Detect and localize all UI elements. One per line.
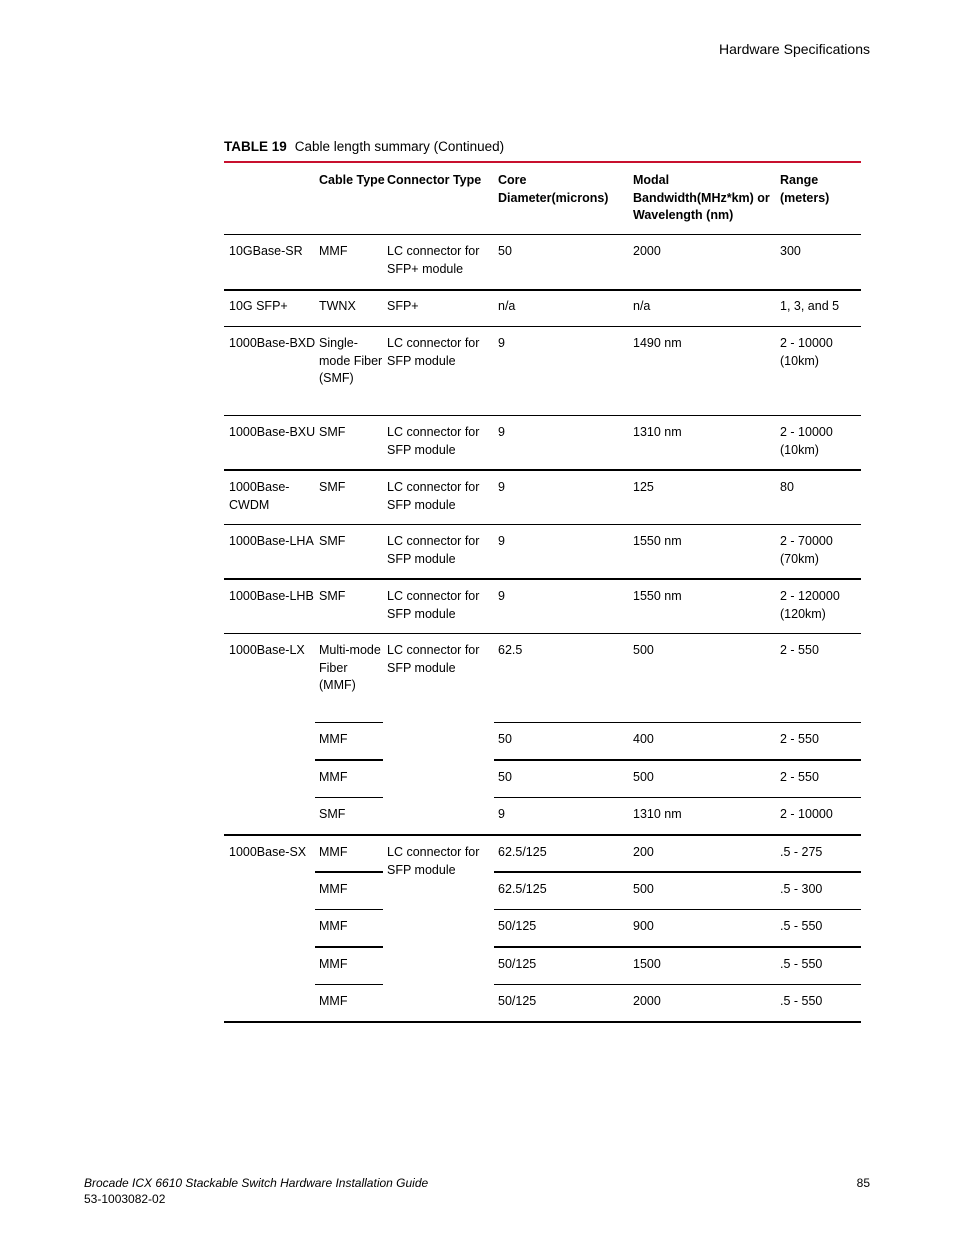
table-cell: LC connector for SFP module [387,336,480,368]
table-cell: 1310 nm [633,425,682,439]
table-cell: 9 [498,534,505,548]
table-cell: 2 - 70000 (70km) [780,534,833,566]
table-cell: 9 [498,589,505,603]
table-cell: MMF [319,770,348,784]
caption-rule [224,161,861,163]
table-cell: 10GBase-SR [229,244,303,258]
table-cell: 400 [633,732,654,746]
column-header: Core Diameter(microns) [498,173,609,205]
table-cell: 9 [498,480,505,494]
table-cell: LC connector for SFP module [387,534,480,566]
table-cell: 62.5 [498,643,523,657]
table-cell: 200 [633,845,654,859]
table-cell: MMF [319,919,348,933]
table-cell: 9 [498,425,505,439]
table-cell: TWNX [319,299,356,313]
table-cell: 2000 [633,994,661,1008]
table-cell: .5 - 300 [780,882,823,896]
row-divider [494,909,861,910]
table-title: Cable length summary (Continued) [294,139,505,154]
table-cell: 300 [780,244,801,258]
table-cell: 2 - 550 [780,732,819,746]
table-cell: 1310 nm [633,807,682,821]
table-cell: 1490 nm [633,336,682,350]
table-cell: 62.5/125 [498,882,547,896]
table-cell: 62.5/125 [498,845,547,859]
row-divider [315,759,383,761]
table-number: TABLE 19 [224,139,287,154]
row-divider [224,469,861,471]
table-cell: 2 - 10000 (10km) [780,425,833,457]
table-cell: MMF [319,732,348,746]
table-cell: 2000 [633,244,661,258]
table-cell: SMF [319,534,346,548]
table-cell: 900 [633,919,654,933]
row-divider [315,797,383,798]
table-cell: .5 - 275 [780,845,823,859]
table-cell: 50 [498,244,512,258]
table-cell: LC connector for SFP module [387,425,480,457]
row-divider [224,578,861,580]
table-cell: MMF [319,845,348,859]
table-cell: LC connector for SFP module [387,480,480,512]
table-cell: 9 [498,807,505,821]
table-cell: 1550 nm [633,589,682,603]
table-cell: LC connector for SFP module [387,643,480,675]
table-cell: 1000Base-LX [229,643,305,657]
row-divider [494,759,861,761]
column-header: Range (meters) [780,173,830,205]
table-cell: 50/125 [498,957,537,971]
table-cell: 500 [633,770,654,784]
footer-doc-title: Brocade ICX 6610 Stackable Switch Hardware Installation Guide [84,1176,429,1190]
table-cell: 125 [633,480,654,494]
table-cell: LC connector for SFP+ module [387,244,480,276]
table-cell: 1000Base-LHA [229,534,314,548]
row-divider [494,797,861,798]
table-cell: 50 [498,732,512,746]
page-number: 85 [856,1176,870,1190]
table-cell: 1, 3, and 5 [780,299,840,313]
table-cell: SMF [319,480,346,494]
table-cell: LC connector for SFP module [387,845,480,877]
table-cell: Multi-mode Fiber (MMF) [319,643,381,692]
table-cell: 500 [633,643,654,657]
row-divider [494,984,861,985]
table-cell: 10G SFP+ [229,299,288,313]
row-divider [224,289,861,291]
table-cell: 1000Base-CWDM [229,480,290,512]
table-cell: MMF [319,994,348,1008]
row-divider [224,524,861,525]
row-divider [315,871,383,873]
table-cell: MMF [319,244,348,258]
table-cell: n/a [633,299,651,313]
row-divider [315,909,383,910]
table-cell: .5 - 550 [780,994,823,1008]
table-cell: 2 - 550 [780,770,819,784]
table-cell: 1500 [633,957,661,971]
footer [84,1175,428,1207]
table-cell: 50/125 [498,919,537,933]
table-cell: 500 [633,882,654,896]
table-cell: LC connector for SFP module [387,589,480,621]
table-cell: 1550 nm [633,534,682,548]
row-divider [494,871,861,873]
table-cell: 2 - 550 [780,643,819,657]
row-divider [224,633,861,634]
table-cell: 1000Base-LHB [229,589,314,603]
table-cell: 50/125 [498,994,537,1008]
table-cell: n/a [498,299,516,313]
table-cell: 1000Base-BXD [229,336,316,350]
table-cell: SMF [319,807,346,821]
column-header: Connector Type [387,173,482,187]
table-cell: 1000Base-BXU [229,425,316,439]
footer-doc-number: 53-1003082-02 [84,1192,166,1206]
table-cell: 2 - 10000 (10km) [780,336,833,368]
running-header: Hardware Specifications [719,41,870,57]
row-divider [315,984,383,985]
table-cell: 2 - 120000 (120km) [780,589,840,621]
table-cell: MMF [319,957,348,971]
table-cell: .5 - 550 [780,919,823,933]
table-cell: 2 - 10000 [780,807,833,821]
column-header: Cable Type [319,173,385,187]
table-cell: 1000Base-SX [229,845,307,859]
row-divider [224,834,861,836]
table-caption [224,139,504,154]
table-cell: 50 [498,770,512,784]
row-divider [224,326,861,327]
table-cell: Single-mode Fiber (SMF) [319,336,383,385]
row-divider [224,234,861,235]
table-cell: SMF [319,589,346,603]
table-cell: .5 - 550 [780,957,823,971]
table-cell: SFP+ [387,299,419,313]
row-divider [224,415,861,416]
row-divider [315,946,383,948]
table-cell: 9 [498,336,505,350]
row-divider [315,722,383,723]
row-divider [224,1021,861,1023]
row-divider [494,722,861,723]
table-cell: 80 [780,480,794,494]
table-cell: SMF [319,425,346,439]
column-header: Modal Bandwidth(MHz*km) or Wavelength (nm) [633,173,770,222]
row-divider [494,946,861,948]
table-cell: MMF [319,882,348,896]
